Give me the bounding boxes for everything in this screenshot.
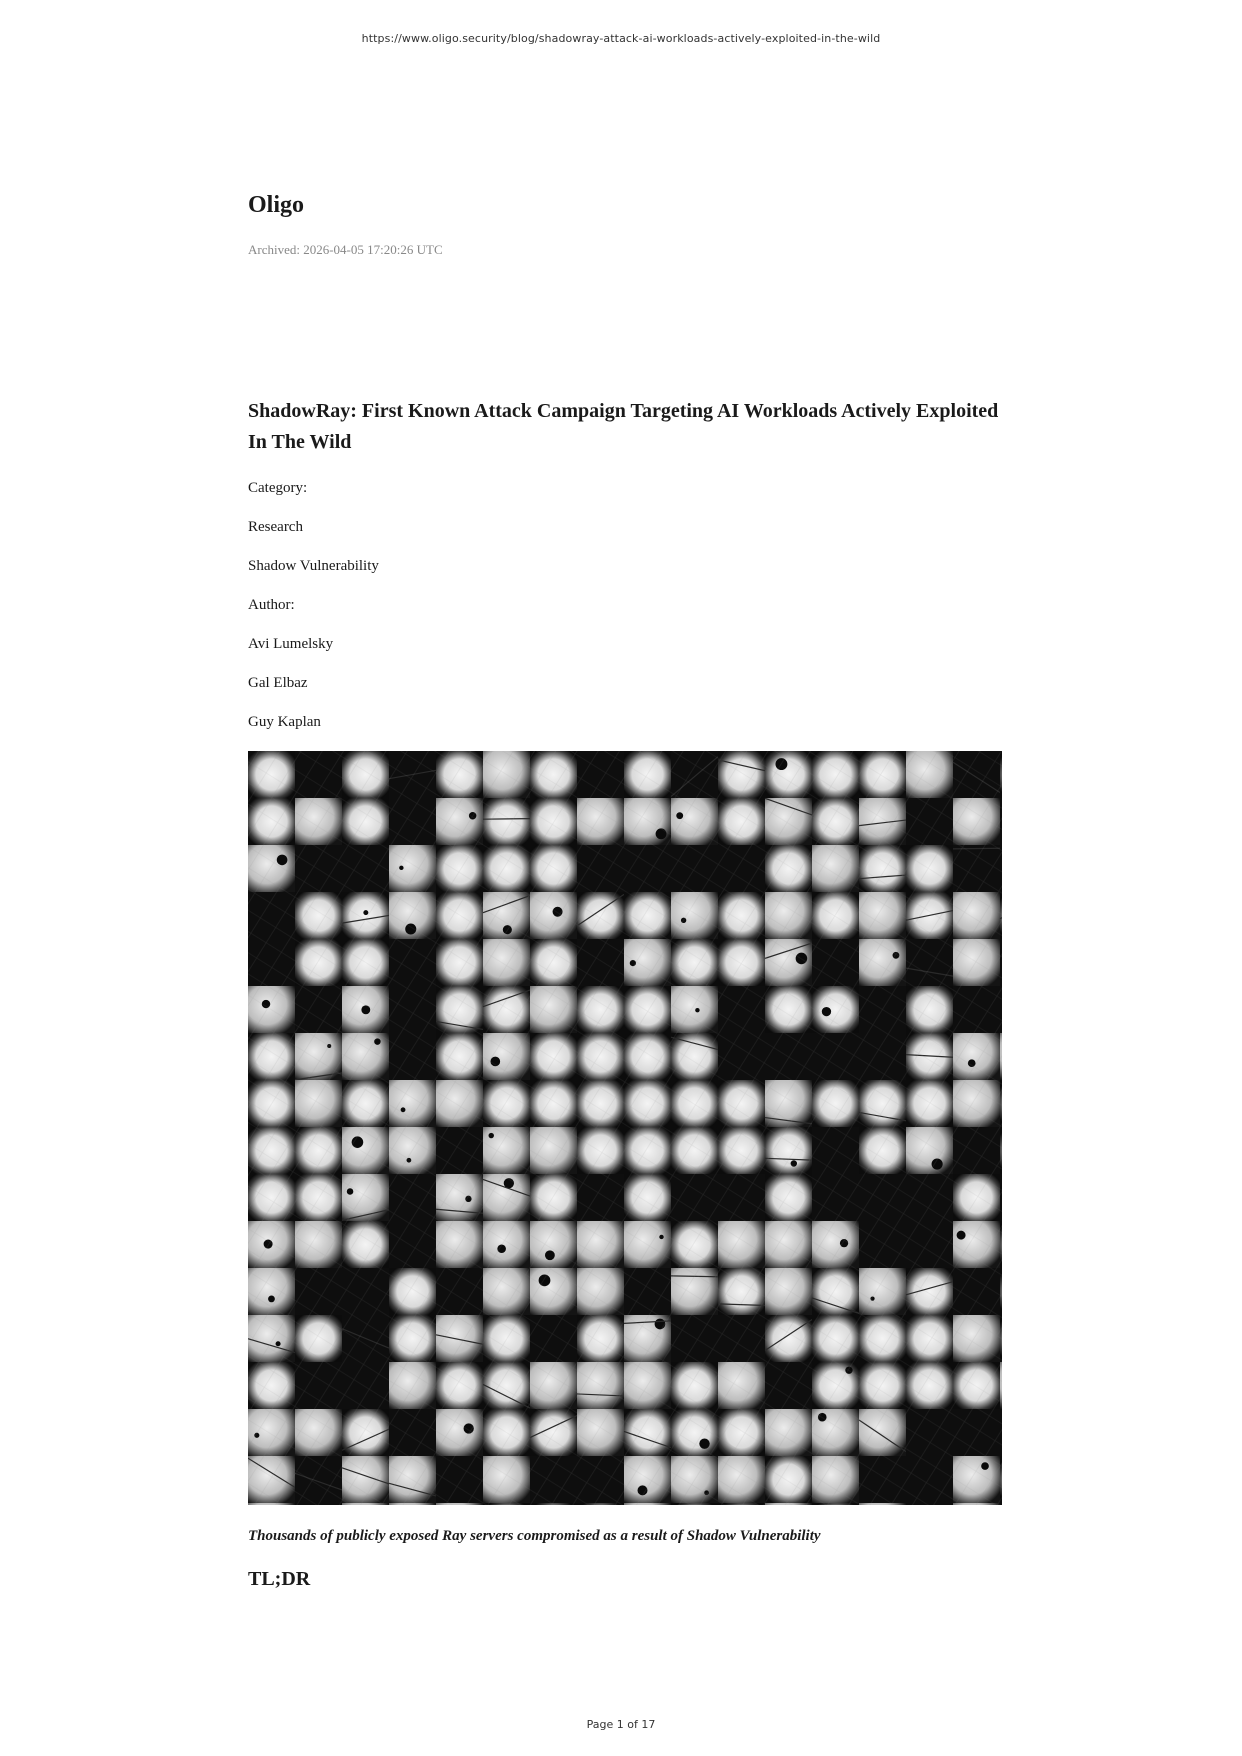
category-research[interactable]: Research xyxy=(248,519,303,535)
category-shadow-vulnerability[interactable]: Shadow Vulnerability xyxy=(248,558,379,574)
author-label: Author: xyxy=(248,597,295,613)
author-gal-elbaz[interactable]: Gal Elbaz xyxy=(248,675,308,691)
page-url: https://www.oligo.security/blog/shadowray-attack-ai-workloads-actively-exploited-in-the-wild xyxy=(361,32,881,45)
author-guy-kaplan[interactable]: Guy Kaplan xyxy=(248,714,321,730)
archived-timestamp: Archived: 2026-04-05 17:20:26 UTC xyxy=(248,242,443,257)
site-title: Oligo xyxy=(248,192,305,218)
hero-image xyxy=(248,751,1002,1505)
category-label: Category: xyxy=(248,480,308,496)
article-title: ShadowRay: First Known Attack Campaign Targeting AI Workloads Actively Exploited In The Wild xyxy=(248,400,999,453)
image-caption: Thousands of publicly exposed Ray servers compromised as a result of Shadow Vulnerability xyxy=(248,1528,821,1544)
page-number: Page 1 of 17 xyxy=(586,1718,656,1731)
author-avi-lumelsky[interactable]: Avi Lumelsky xyxy=(248,636,334,652)
section-heading-tldr: TL;DR xyxy=(248,1568,311,1590)
